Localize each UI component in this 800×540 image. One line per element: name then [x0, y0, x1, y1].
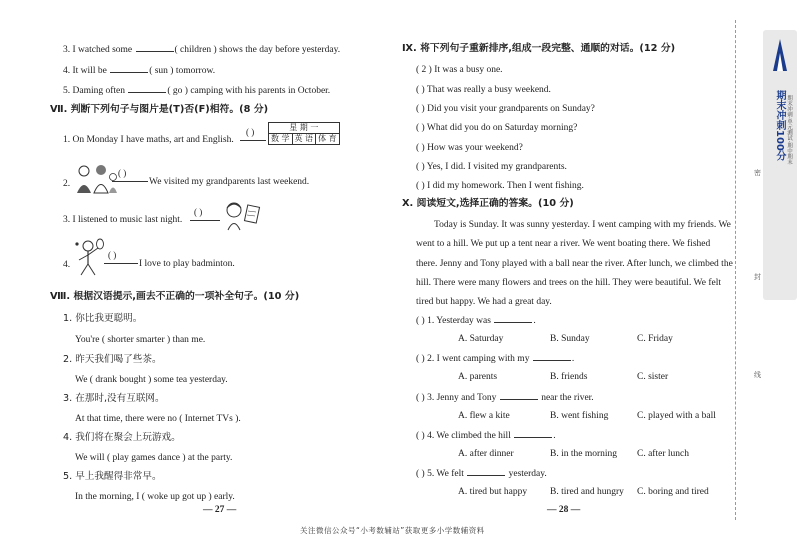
answer-paren[interactable]: ( )	[108, 250, 117, 260]
option-a[interactable]: A. Saturday	[458, 334, 504, 344]
section-7-title: Ⅶ. 判断下列句子与图片是(T)否(F)相符。(8 分)	[50, 104, 269, 115]
option-c[interactable]: C. played with a ball	[637, 411, 716, 421]
hint-cn-4: 4. 我们将在聚会上玩游戏。	[63, 432, 181, 443]
order-item: ( ) I did my homework. Then I went fishing.	[416, 181, 584, 191]
question-2: ( ) 2. I went camping with my .	[416, 354, 575, 364]
section-9-title: Ⅸ. 将下列句子重新排序,组成一段完整、通顺的对话。(12 分)	[402, 43, 676, 54]
answer-paren[interactable]: ( )	[416, 316, 425, 326]
section-8-title: Ⅷ. 根据汉语提示,画去不正确的一项补全句子。(10 分)	[50, 291, 300, 302]
passage-line: hill. There were many flowers and trees on the hill. They were beautiful. We felt	[416, 278, 721, 288]
order-paren[interactable]: ( )	[416, 143, 425, 153]
passage-line: Today is Sunday. It was sunny yesterday. I went camping with my friends. We	[434, 220, 731, 230]
answer-paren[interactable]: ( )	[118, 168, 127, 178]
q6-line-5: 5. Daming often ( go ) camping with his parents in October.	[63, 86, 331, 96]
answer-blank	[514, 429, 552, 438]
passage-line: there. Jenny and Tony played with a ball near the river. After lunch, we climbed the	[416, 259, 733, 269]
choice-sentence-5[interactable]: In the morning, I ( woke up got up ) early.	[75, 492, 235, 502]
seal-char: 线	[754, 371, 761, 379]
binding-strip	[730, 0, 800, 540]
timetable-picture	[268, 122, 340, 145]
option-b[interactable]: B. Sunday	[550, 334, 590, 344]
hint-cn-3: 3. 在那时,没有互联网。	[63, 393, 165, 404]
judge-item-3: 3. I listened to music last night.	[63, 215, 183, 225]
option-a[interactable]: A. flew a kite	[458, 411, 510, 421]
timetable-cell: 体 育	[316, 134, 340, 145]
seal-char: 封	[754, 273, 761, 281]
order-paren[interactable]: ( 2 )	[416, 65, 432, 75]
timetable-header: 星 期 一	[269, 123, 340, 134]
seal-char: 密	[754, 169, 761, 177]
question-1: ( ) 1. Yesterday was .	[416, 316, 536, 326]
hint-cn-1: 1. 你比我更聪明。	[63, 313, 143, 324]
page-number-left: — 27 —	[203, 505, 237, 515]
choice-sentence-2[interactable]: We ( drank bought ) some tea yesterday.	[75, 375, 228, 385]
q6-line-3: 3. I watched some ( children ) shows the day before yesterday.	[63, 45, 341, 55]
order-paren[interactable]: ( )	[416, 181, 425, 191]
choice-sentence-4[interactable]: We will ( play games dance ) at the party.	[75, 453, 233, 463]
option-b[interactable]: B. tired and hungry	[550, 487, 624, 497]
pointer-line	[190, 220, 220, 221]
girl-reading-picture-icon	[222, 200, 262, 232]
option-b[interactable]: B. friends	[550, 372, 588, 382]
page-number-right: — 28 —	[547, 505, 581, 515]
judge-item-1: 1. On Monday I have maths, art and English.	[63, 135, 234, 145]
answer-paren[interactable]: ( )	[194, 207, 203, 217]
order-paren[interactable]: ( )	[416, 162, 425, 172]
answer-blank	[533, 352, 571, 361]
option-c[interactable]: C. boring and tired	[637, 487, 709, 497]
passage-line: went to a hill. We put up a tent near a river. We went boating there. We fished	[416, 239, 711, 249]
brand-logo-icon	[769, 35, 791, 75]
option-c[interactable]: C. sister	[637, 372, 669, 382]
judge-item-2-number: 2.	[63, 179, 71, 189]
order-item: ( ) Yes, I did. I visited my grandparents.	[416, 162, 567, 172]
brand-subtitle: 期末冲刺·单元测试·期中期末	[786, 95, 792, 165]
answer-blank	[494, 314, 532, 323]
timetable-cell: 数 学	[269, 134, 293, 145]
option-c[interactable]: C. after lunch	[637, 449, 689, 459]
order-paren[interactable]: ( )	[416, 123, 425, 133]
order-item: ( ) That was really a busy weekend.	[416, 85, 551, 95]
question-4: ( ) 4. We climbed the hill .	[416, 431, 556, 441]
judge-item-4-number: 4.	[63, 260, 71, 270]
question-5: ( ) 5. We felt yesterday.	[416, 469, 547, 479]
grandparents-picture-icon	[74, 163, 120, 195]
answer-paren[interactable]: ( )	[246, 127, 255, 137]
order-item: ( 2 ) It was a busy one.	[416, 65, 503, 75]
judge-item-4: I love to play badminton.	[139, 259, 235, 269]
answer-blank	[500, 391, 538, 400]
pointer-line	[104, 263, 138, 264]
answer-paren[interactable]: ( )	[416, 354, 425, 364]
answer-blank[interactable]	[136, 43, 174, 52]
answer-blank[interactable]	[128, 84, 166, 93]
option-b[interactable]: B. went fishing	[550, 411, 609, 421]
order-paren[interactable]: ( )	[416, 104, 425, 114]
answer-paren[interactable]: ( )	[416, 469, 425, 479]
option-b[interactable]: B. in the morning	[550, 449, 618, 459]
order-paren[interactable]: ( )	[416, 85, 425, 95]
timetable-cell: 英 语	[292, 134, 316, 145]
passage-line: tired but happy. We had a great day.	[416, 297, 552, 307]
answer-blank[interactable]	[110, 64, 148, 73]
judge-item-2: We visited my grandparents last weekend.	[149, 177, 310, 187]
order-item: ( ) How was your weekend?	[416, 143, 523, 153]
section-10-title: Ⅹ. 阅读短文,选择正确的答案。(10 分)	[402, 198, 574, 209]
pointer-line	[240, 140, 266, 141]
order-item: ( ) Did you visit your grandparents on Sunday?	[416, 104, 595, 114]
option-c[interactable]: C. Friday	[637, 334, 673, 344]
answer-blank	[467, 467, 505, 476]
option-a[interactable]: A. after dinner	[458, 449, 514, 459]
badminton-player-picture-icon	[72, 238, 106, 278]
answer-paren[interactable]: ( )	[416, 431, 425, 441]
choice-sentence-3[interactable]: At that time, there were no ( Internet TVs ).	[75, 414, 241, 424]
choice-sentence-1[interactable]: You're ( shorter smarter ) than me.	[75, 335, 206, 345]
hint-cn-2: 2. 昨天我们喝了些茶。	[63, 354, 162, 365]
brand-title: 期末冲刺100分	[774, 90, 785, 161]
option-a[interactable]: A. parents	[458, 372, 498, 382]
q6-line-4: 4. It will be ( sun ) tomorrow.	[63, 66, 216, 76]
bottom-note: 关注微信公众号“小考数辅站”获取更多小学数辅资料	[300, 526, 485, 535]
question-3: ( ) 3. Jenny and Tony near the river.	[416, 393, 594, 403]
pointer-line	[112, 181, 148, 182]
hint-cn-5: 5. 早上我醒得非常早。	[63, 471, 162, 482]
option-a[interactable]: A. tired but happy	[458, 487, 528, 497]
answer-paren[interactable]: ( )	[416, 393, 425, 403]
order-item: ( ) What did you do on Saturday morning?	[416, 123, 578, 133]
